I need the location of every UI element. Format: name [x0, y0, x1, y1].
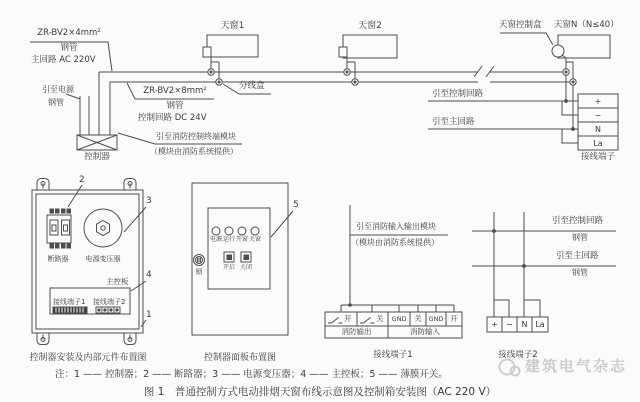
button-close-label: 关闭 [239, 264, 252, 271]
t1-group-fire-output: 消防输出 [341, 326, 372, 336]
panel-caption: 控制器面板布置图 [203, 353, 276, 363]
wire-spec-control-label: ZR-BV2×8mm² [143, 86, 207, 96]
tb-cell-plus: + [594, 97, 602, 106]
steel-pipe-label-control: 钢管 [166, 101, 184, 111]
t1-cell-open2: 开 [450, 313, 458, 323]
install-terminal2-label: 接线端子2 [93, 298, 126, 306]
to-control-circuit-label: 引至控制回路 [432, 89, 484, 99]
to-fire-terminal-label: 引至消防控制终端模块 [156, 132, 236, 141]
bus-lines [99, 66, 573, 82]
skylight-1-label: 天窗1 [220, 21, 245, 31]
magazine-logo-icon [500, 360, 520, 376]
t1-cell-close1: 关 [376, 313, 384, 323]
controller-label: 控制器 [84, 152, 110, 162]
mainboard-label: 主控板 [106, 277, 129, 286]
tb-caption: 接线端子 [580, 152, 615, 162]
t1-cell-open1: 开 [344, 313, 352, 323]
t1-lead-note: （模块由消防系统提供） [351, 238, 439, 247]
lock-icon [194, 255, 205, 266]
tb-cell-la: La [593, 139, 603, 148]
t2-cell-n: N [521, 320, 528, 329]
button-open-label: 开启 [222, 264, 235, 271]
callout-1: 1 [146, 310, 152, 320]
t1-group-fire-input: 消防输入 [410, 326, 440, 336]
lock-label: 锁 [195, 268, 203, 276]
controller-wiring [66, 72, 117, 150]
indicator-open-label: 开窗 [235, 236, 248, 243]
t1-caption: 接线端子1 [373, 350, 413, 360]
steel-pipe-label-main: 钢管 [60, 43, 78, 53]
callout-2: 2 [79, 175, 85, 185]
t1-lead-label: 引至消防输入输出模块 [356, 222, 436, 231]
watermark-text: 建筑电气杂志 [525, 357, 628, 375]
circuit-breaker [47, 209, 71, 248]
indicator-close-label: 关窗 [248, 236, 261, 243]
skylight-2-label: 天窗2 [358, 21, 382, 31]
control-circuit-label: 控制回路 DC 24V [138, 113, 207, 123]
callout-5: 5 [293, 200, 299, 210]
callout-4: 4 [146, 270, 152, 280]
t2-steel-pipe-2: 钢管 [572, 268, 588, 277]
steel-pipe-label-power: 钢管 [48, 98, 64, 107]
t2-cell-la: La [535, 320, 545, 329]
figure-caption: 图 1 普通控制方式电动排烟天窗布线示意图及控制箱安装图（AC 220 V） [143, 386, 497, 398]
t1-cell-gnd1: GND [391, 314, 407, 323]
install-caption: 控制器安装及内部元件布置图 [29, 353, 147, 363]
callout-3: 3 [146, 196, 152, 206]
t2-cell-minus: − [506, 320, 513, 329]
skylight-n-label: 天窗N（N≤40） [554, 20, 619, 30]
skylight-control-box-label: 天窗控制盒 [499, 20, 542, 30]
t1-cell-close2: 关 [414, 313, 422, 323]
t2-steel-pipe-1: 钢管 [572, 233, 588, 242]
transformer-label: 电源变压器 [85, 255, 121, 263]
indicator-power-label: 电源 [209, 236, 222, 243]
indicator-run-label: 运行 [222, 236, 235, 243]
legend-notes: 注：1 —— 控制器；2 —— 断路器；3 —— 电源变压器；4 —— 主控板；5 —— 薄膜开关。 [55, 369, 448, 380]
main-circuit-label: 主回路 AC 220V [31, 55, 96, 65]
install-terminal1-label: 接线端子1 [53, 298, 86, 306]
to-main-circuit-label: 引至主回路 [432, 117, 475, 127]
to-fire-terminal-note: （模块由消防系统提供） [150, 147, 238, 156]
wire-spec-main-label: ZR-BV2×4mm² [37, 28, 101, 38]
t2-cell-plus: + [491, 320, 498, 329]
skylight-2 [339, 35, 397, 85]
t2-to-main-label: 引至主回路 [556, 251, 599, 261]
t2-to-control-label: 引至控制回路 [552, 216, 604, 226]
to-power-label: 引至电源 [42, 85, 74, 94]
power-transformer [84, 209, 122, 247]
t2-caption: 接线端子2 [498, 350, 538, 360]
tb-cell-minus: − [594, 111, 602, 120]
t1-cell-gnd2: GND [428, 314, 444, 323]
tb-cell-n: N [595, 125, 601, 134]
junction-box-label: 分线盒 [239, 81, 265, 91]
breaker-label: 断路器 [47, 255, 69, 263]
callout-leader-5 [271, 211, 293, 237]
controller-panel-drawing [192, 183, 293, 335]
